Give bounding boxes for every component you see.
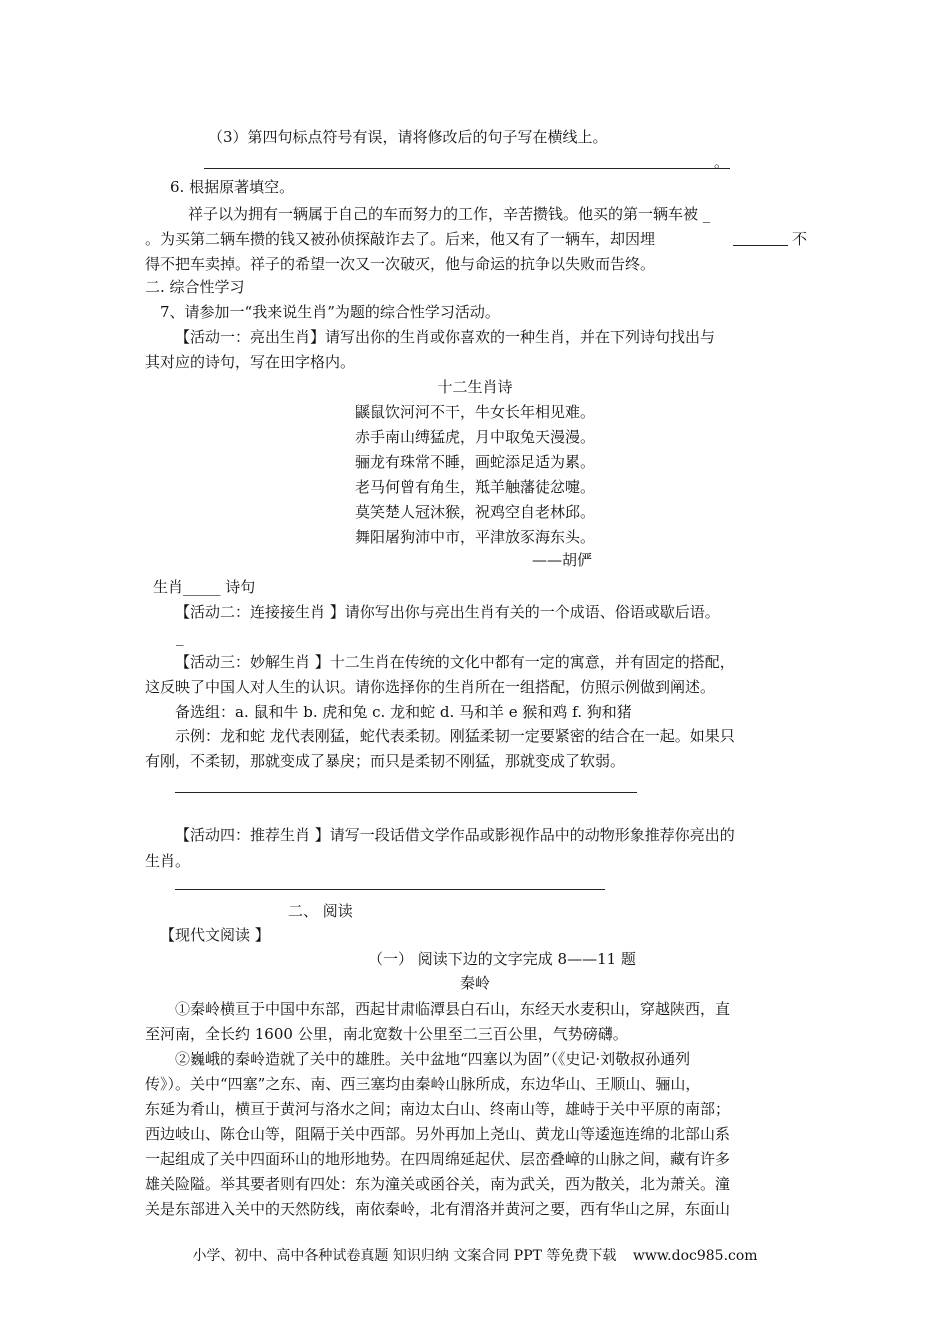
poem-line: 老马何曾有角生，羝羊触藩徒忿嚏。 (354, 478, 595, 496)
modern-reading-label: 【现代文阅读 】 (160, 926, 270, 944)
poem-line: 赤手南山缚猛虎，月中取兔天漫漫。 (354, 428, 595, 446)
article-title: 秦岭 (459, 974, 490, 992)
answer-line (175, 889, 605, 890)
activity1-line2: 其对应的诗句，写在田字格内。 (145, 353, 356, 371)
poem-line: 舞阳屠狗沛中市，平津放豕海东头。 (354, 528, 595, 546)
footer-text: 小学、初中、高中各种试卷真题 知识归纳 文案合同 PPT 等免费下载 (192, 1248, 617, 1264)
answer-line (175, 792, 637, 793)
example-line1: 示例：龙和蛇 龙代表刚猛，蛇代表柔韧。刚猛柔韧一定要紧密的结合在一起。如果只 (175, 727, 735, 745)
paragraph-line: 至河南，全长约 1600 公里，南北宽数十公里至二三百公里，气势磅礴。 (145, 1025, 628, 1043)
paragraph-line: ①秦岭横亘于中国中东部，西起甘肃临潭县白石山，东经天水麦积山，穿越陕西，直 (175, 1000, 731, 1018)
footer-link[interactable]: www.doc985.com (632, 1248, 758, 1264)
activity4-line2: 生肖。 (145, 852, 191, 870)
poem-line: 鼷鼠饮河河不干，牛女长年相见难。 (354, 403, 595, 421)
page-footer (0, 1246, 950, 1266)
q6-title: 6. 根据原著填空。 (170, 178, 295, 196)
option-list: 备选组：a. 鼠和牛 b. 虎和兔 c. 龙和蛇 d. 马和羊 e 猴和鸡 f. 狗和猪 (175, 703, 632, 721)
poem-title: 十二生肖诗 (437, 378, 513, 396)
q6-line2: 。为买第二辆车攒的钱又被孙侦探敲诈去了。后来，他又有了一辆车，却因埋 (145, 230, 656, 248)
paragraph-line: 西边岐山、陈仓山等，阻隔于关中西部。另外再加上尧山、黄龙山等逶迤连绵的北部山系 (145, 1125, 731, 1143)
paragraph-line: ②巍峨的秦岭造就了关中的雄胜。关中盆地“四塞以为固”（《史记·刘敬叔孙通列 (175, 1050, 691, 1068)
fill-blank (733, 245, 788, 246)
q6-line2-end: 不 (792, 230, 808, 248)
poem-line: 骊龙有珠常不睡，画蛇添足适为累。 (354, 453, 595, 471)
activity1-line1: 【活动一：亮出生肖】请写出你的生肖或你喜欢的一种生肖，并在下列诗句找出与 (175, 328, 716, 346)
paragraph-line: 关是东部进入关中的天然防线，南依秦岭，北有渭洛并黄河之要，西有华山之屏，东面山 (145, 1200, 731, 1218)
q7-intro: 7、请参加一“我来说生肖”为题的综合性学习活动。 (160, 303, 500, 321)
paragraph-line: 东延为肴山，横亘于黄河与洛水之间；南边太白山、终南山等，雄峙于关中平原的南部； (145, 1100, 731, 1118)
example-line2: 有刚，不柔韧，那就变成了暴戾；而只是柔韧不刚猛，那就变成了软弱。 (145, 752, 626, 770)
paragraph-line: 传》）。关中“四塞”之东、南、西三塞均由秦岭山脉所成，东边华山、王顺山、骊山， (145, 1075, 701, 1093)
q6-line3: 得不把车卖掉。祥子的希望一次又一次破灭，他与命运的抗争以失败而告终。 (145, 255, 656, 273)
reading-part1: （一） 阅读下边的文字完成 8——11 题 (368, 950, 636, 968)
activity3-line1: 【活动三：妙解生肖 】十二生肖在传统的文化中都有一定的寓意，并有固定的搭配， (175, 653, 735, 671)
paragraph-line: 雄关险隘。举其要者则有四处：东为潼关或函谷关，南为武关，西为散关，北为萧关。潼 (145, 1175, 731, 1193)
paragraph-line: 一起组成了关中四面环山的地形地势。在四周绵延起伏、层峦叠嶂的山脉之间，藏有许多 (145, 1150, 731, 1168)
answer-line (204, 168, 716, 169)
q6-line1: 祥子以为拥有一辆属于自己的车而努力的工作，辛苦攒钱。他买的第一辆车被 _ (188, 205, 711, 223)
activity2-blank: _ (176, 628, 184, 646)
activity3-line2: 这反映了中国人对人生的认识。请你选择你的生肖所在一组搭配，仿照示例做到阐述。 (145, 678, 716, 696)
activity4-line1: 【活动四：推荐生肖 】请写一段话借文学作品或影视作品中的动物形象推荐你亮出的 (175, 826, 735, 844)
poem-line: 莫笑楚人冠沐猴，祝鸡空自老林邱。 (354, 503, 595, 521)
poem-author: ——胡俨 (532, 551, 593, 569)
reading-heading: 二、 阅读 (288, 902, 353, 920)
zodiac-fill: 生肖_____ 诗句 (153, 578, 256, 596)
answer-period: 。 (714, 153, 730, 171)
answer-line-end (714, 168, 730, 169)
q5-item3: （3）第四句标点符号有误，请将修改后的句子写在横线上。 (208, 128, 608, 146)
activity2: 【活动二：连接接生肖 】请你写出你与亮出生肖有关的一个成语、俗语或歇后语。 (175, 603, 720, 621)
section-heading: 二. 综合性学习 (145, 278, 245, 296)
